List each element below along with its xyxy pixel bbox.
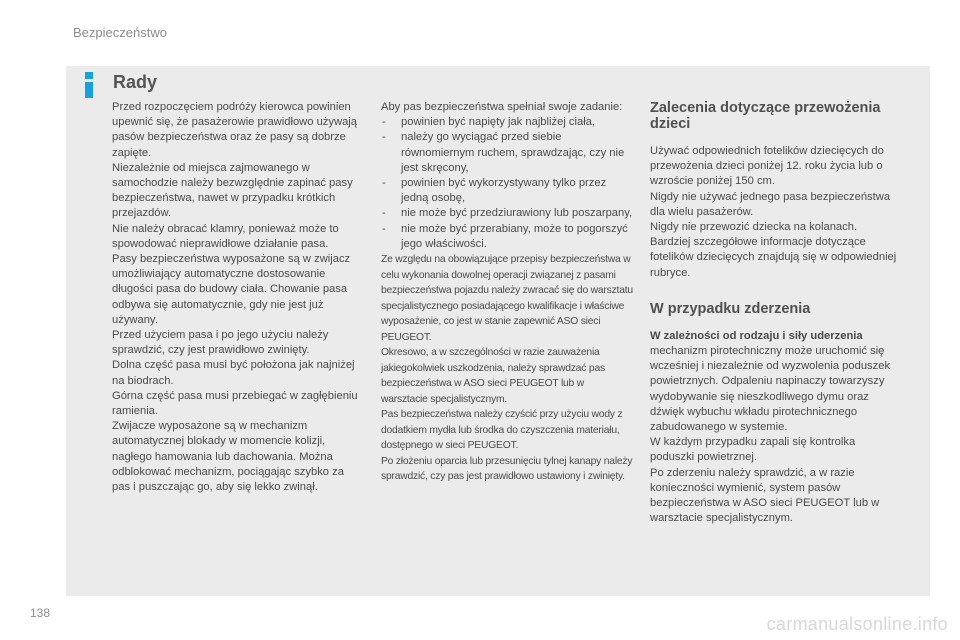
lead-text: mechanizm pirotechniczny może uruchomić się wcześniej i niezależnie od wyzwolenia poduszek powietrznych. Odpaleniu napinaczy towarzyszy wydobywanie się nieszkodliwego dymu oraz dźwięk wybuchu wkładu pirotechnicznego zabudowanego w systemie.	[650, 345, 891, 434]
paragraph: Niezależnie od miejsca zajmowanego w samochodzie należy bezwzględnie zapinać pasy bezpieczeństwa, nawet w przypadku krótkich przejazdów.	[112, 161, 353, 220]
list-item: - należy go wyciągać przed siebie równomiernym ruchem, sprawdzając, czy nie jest skręcony,	[381, 130, 633, 176]
section-title: Bezpieczeństwo	[73, 25, 167, 40]
paragraph: Po zderzeniu należy sprawdzić, a w razie konieczności wymienić, system pasów bezpieczeństwa w ASO sieci PEUGEOT lub w warsztacie specjalistycznym.	[650, 466, 880, 525]
watermark: carmanualsonline.info	[766, 614, 948, 634]
list-item: - nie może być przedziurawiony lub poszarpany,	[381, 206, 633, 221]
column-seatbelt-usage	[112, 100, 362, 495]
paragraph: Dolna część pasa musi być położona jak najniżej na biodrach.	[112, 359, 355, 387]
paragraph: W każdym przypadku zapali się kontrolka poduszki powietrznej.	[650, 436, 856, 464]
paragraph: Przed rozpoczęciem podróży kierowca powinien upewnić się, że pasażerowie prawidłowo używają pasów bezpieczeństwa oraz że pasy są dobrze zapięte.	[112, 101, 358, 159]
paragraph: Pas bezpieczeństwa należy czyścić przy użyciu wody z dodatkiem mydła lub środka do czyszczenia materiału, dostępnego w sieci PEUGEOT.	[381, 409, 623, 452]
info-icon	[78, 72, 100, 98]
bullet-intro: Aby pas bezpieczeństwa spełniał swoje zadanie:	[381, 101, 623, 113]
paragraph: Ze względu na obowiązujące przepisy bezpieczeństwa w celu wykonania dowolnej operacji związanej z pasami bezpieczeństwa pojazdu należy zwracać się do warsztatu specjalistycznego posiadającego kwalifikacje i właściwe wyposażenie, co jest w stanie zapewnić ASO sieci PEUGEOT.	[381, 254, 633, 343]
paragraph: Nigdy nie używać jednego pasa bezpieczeństwa dla wielu pasażerów.	[650, 190, 891, 218]
bold-lead: W zależności od rodzaju i siły uderzenia	[650, 329, 863, 342]
page-number: 138	[30, 606, 51, 620]
list-item: - nie może być przerabiany, może to pogorszyć jego właściwości.	[381, 222, 633, 252]
paragraph: Bardziej szczegółowe informacje dotyczące fotelików dziecięcych znajdują się w odpowiedniej rubryce.	[650, 236, 897, 279]
paragraph	[650, 329, 902, 435]
column-children-collision	[650, 100, 902, 526]
paragraph: Po złożeniu oparcia lub przesunięciu tylnej kanapy należy sprawdzić, czy pas jest prawidłowo ustawiony i zwinięty.	[381, 455, 633, 483]
list-item: - powinien być napięty jak najbliżej ciała,	[381, 115, 633, 130]
paragraph: Pasy bezpieczeństwa wyposażone są w zwijacz umożliwiający automatyczne dostosowanie długości pasa do budowy ciała. Chowanie pasa odbywa się automatycznie, gdy nie jest już używany.	[112, 253, 351, 326]
paragraph: Zwijacze wyposażone są w mechanizm automatycznej blokady w momencie kolizji, nagłego hamowania lub dachowania. Można odblokować mechanizm, pociągając szybko za pas i puszczając go, aby się lekko zwinął.	[112, 420, 344, 494]
paragraph: Przed użyciem pasa i po jego użyciu należy sprawdzić, czy jest prawidłowo zwinięty.	[112, 329, 329, 357]
advice-title: Rady	[113, 72, 158, 92]
paragraph: Używać odpowiednich fotelików dziecięcych do przewożenia dzieci poniżej 12. roku życia lub o wzroście poniżej 150 cm.	[650, 145, 884, 188]
paragraph: Nigdy nie przewozić dziecka na kolanach.	[650, 221, 858, 234]
column-seatbelt-conditions	[381, 100, 633, 485]
paragraph: Nie należy obracać klamry, ponieważ może to spowodować nieprawidłowe działanie pasa.	[112, 222, 339, 250]
list-item: - powinien być wykorzystywany tylko przez jedną osobę,	[381, 176, 633, 206]
heading-collision: W przypadku zderzenia	[650, 300, 811, 317]
service-notes	[381, 252, 633, 485]
paragraph: Górna część pasa musi przebiegać w zagłębieniu ramienia.	[112, 389, 358, 418]
heading-child-transport: Zalecenia dotyczące przewożenia dzieci	[650, 100, 881, 132]
paragraph: Okresowo, a w szczególności w razie zauważenia jakiegokolwiek uszkodzenia, należy sprawdzać pas bezpieczeństwa w ASO sieci PEUGEOT lub w warsztacie specjalistycznym.	[381, 347, 605, 405]
bullet-list	[381, 115, 633, 252]
